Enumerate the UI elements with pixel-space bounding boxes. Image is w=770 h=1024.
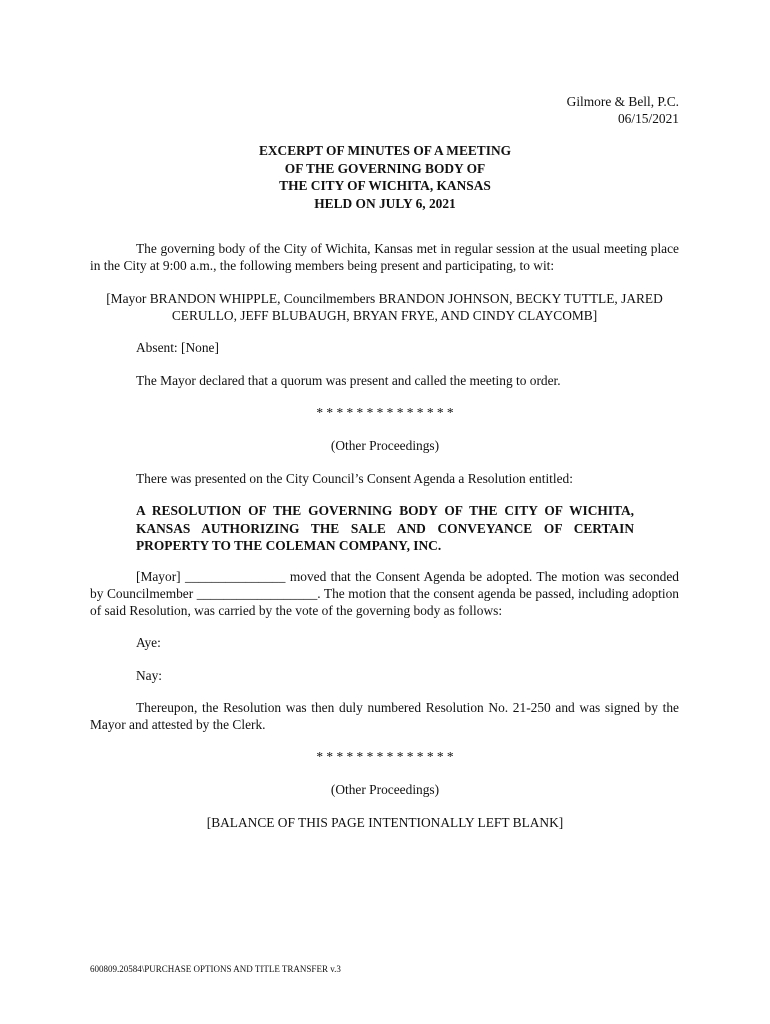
motion-paragraph: [Mayor] _______________ moved that the Consent Agenda be adopted. The motion was seconded by Councilmember __________________. The motion that the consent agenda be passed, including adoption of said Resolution, was carried by the vote of the governing body as follows: (90, 569, 679, 618)
separator-2: * * * * * * * * * * * * * * (316, 749, 454, 764)
members-present: [Mayor BRANDON WHIPPLE, Councilmembers BRANDON JOHNSON, BECKY TUTTLE, JARED CERULLO, JEFF BLUBAUGH, BRYAN FRYE, AND CINDY CLAYCOMB] (106, 291, 663, 323)
absent-line: Absent: [None] (136, 340, 219, 355)
document-date: 06/15/2021 (617, 111, 679, 126)
title-line-3: THE CITY OF WICHITA, KANSAS (279, 178, 491, 193)
separator-1: * * * * * * * * * * * * * * (316, 405, 454, 420)
balance-blank-notice: [BALANCE OF THIS PAGE INTENTIONALLY LEFT BLANK] (206, 815, 564, 830)
title-line-4: HELD ON JULY 6, 2021 (314, 195, 456, 211)
aye-line: Aye: (136, 635, 161, 650)
footer-document-id: 600809.20584\PURCHASE OPTIONS AND TITLE TRANSFER v.3 (90, 964, 341, 974)
title-line-2: OF THE GOVERNING BODY OF (284, 160, 486, 176)
opening-paragraph: The governing body of the City of Wichita, Kansas met in regular session at the usual meeting place in the City at 9:00 a.m., the following members being present and participating, to wit: (90, 241, 679, 273)
other-proceedings-1: (Other Proceedings) (330, 438, 440, 453)
resolution-title: A RESOLUTION OF THE GOVERNING BODY OF THE CITY OF WICHITA, KANSAS AUTHORIZING THE SALE AND CONVEYANCE OF CERTAIN PROPERTY TO THE COLEMAN COMPANY, INC. (136, 503, 634, 553)
title-line-1: EXCERPT OF MINUTES OF A MEETING (258, 143, 512, 158)
thereupon-paragraph: Thereupon, the Resolution was then duly numbered Resolution No. 21-250 and was signed by the Mayor and attested by the Clerk. (90, 700, 679, 732)
firm-name: Gilmore & Bell, P.C. (566, 94, 679, 109)
consent-intro: There was presented on the City Council’s Consent Agenda a Resolution entitled: (136, 471, 573, 486)
other-proceedings-2: (Other Proceedings) (330, 782, 440, 797)
quorum-line: The Mayor declared that a quorum was present and called the meeting to order. (136, 373, 561, 388)
document-title (0, 142, 770, 212)
firm-header (567, 93, 679, 127)
nay-line: Nay: (136, 668, 163, 683)
